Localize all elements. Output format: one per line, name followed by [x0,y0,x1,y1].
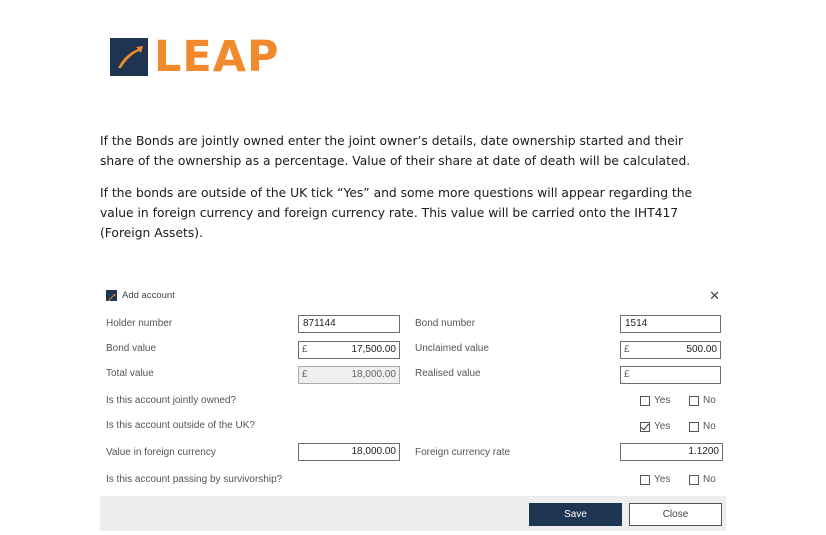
no-label: No [703,474,716,485]
realised-value-input[interactable] [620,366,721,384]
leap-logo-mark-icon [110,38,148,76]
value-foreign-currency-input[interactable] [298,443,400,461]
leap-app-icon [106,290,117,301]
currency-symbol: £ [302,344,308,355]
bond-number-value: 1514 [625,318,648,329]
leap-logo [110,32,280,82]
currency-symbol: £ [624,344,630,355]
survivorship-question: Is this account passing by survivorship? [106,474,283,485]
dialog-title-bar [106,290,175,301]
bond-value-label: Bond value [106,343,157,354]
close-icon[interactable]: ✕ [709,288,720,303]
holder-number-label: Holder number [106,318,173,329]
foreign-currency-rate-input[interactable] [620,443,723,461]
currency-symbol: £ [624,369,630,380]
checkbox-box[interactable] [689,475,699,485]
holder-number-value: 871144 [303,318,336,329]
save-button[interactable]: Save [529,503,622,526]
foreign-currency-rate-label: Foreign currency rate [415,447,511,458]
close-button[interactable]: Close [629,503,722,526]
instruction-paragraph-foreign: If the bonds are outside of the UK tick “Yes” and some more questions will appear regarding the value in foreign currency and foreign currency rate. This value will be carried onto the IHT417 (Foreign Assets). [100,186,693,240]
instruction-paragraph-joint: If the Bonds are jointly owned enter the joint owner’s details, date ownership started and their share of the ownership as a percentage. Value of their share at date of death will be calculated. [100,134,691,168]
realised-value-label: Realised value [415,368,481,379]
leap-logo-text: LEAP [154,32,280,82]
value-foreign-currency-value: 18,000.00 [351,446,396,457]
bond-number-label: Bond number [415,318,476,329]
checkbox-box[interactable] [640,475,650,485]
outside-uk-no-checkbox[interactable] [689,421,716,432]
yes-label: Yes [654,421,671,432]
survivorship-no-checkbox[interactable] [689,474,716,485]
checkbox-box[interactable] [640,396,650,406]
outside-uk-yes-checkbox[interactable] [640,421,670,432]
bond-number-input[interactable] [620,315,721,333]
dialog-title: Add account [122,290,175,301]
jointly-owned-yes-checkbox[interactable] [640,395,670,406]
unclaimed-value-value: 500.00 [686,344,717,355]
foreign-currency-rate-value: 1.1200 [688,446,719,457]
yes-label: Yes [654,474,671,485]
jointly-owned-no-checkbox[interactable] [689,395,716,406]
no-label: No [703,421,716,432]
yes-label: Yes [654,395,671,406]
no-label: No [703,395,716,406]
total-value-input [298,366,400,384]
bond-value-value: 17,500.00 [351,344,396,355]
jointly-owned-question: Is this account jointly owned? [106,395,237,406]
total-value-value: 18,000.00 [351,369,396,380]
value-foreign-currency-label: Value in foreign currency [106,447,216,458]
holder-number-input[interactable] [298,315,400,333]
checkbox-box[interactable] [689,422,699,432]
unclaimed-value-input[interactable] [620,341,721,359]
bond-value-input[interactable] [298,341,400,359]
unclaimed-value-label: Unclaimed value [415,343,489,354]
currency-symbol: £ [302,369,308,380]
add-account-dialog [100,285,726,531]
total-value-label: Total value [106,368,154,379]
survivorship-yes-checkbox[interactable] [640,474,670,485]
dialog-footer [100,496,726,531]
checkbox-box[interactable] [689,396,699,406]
outside-uk-question: Is this account outside of the UK? [106,420,255,431]
checkbox-box[interactable] [640,422,650,432]
